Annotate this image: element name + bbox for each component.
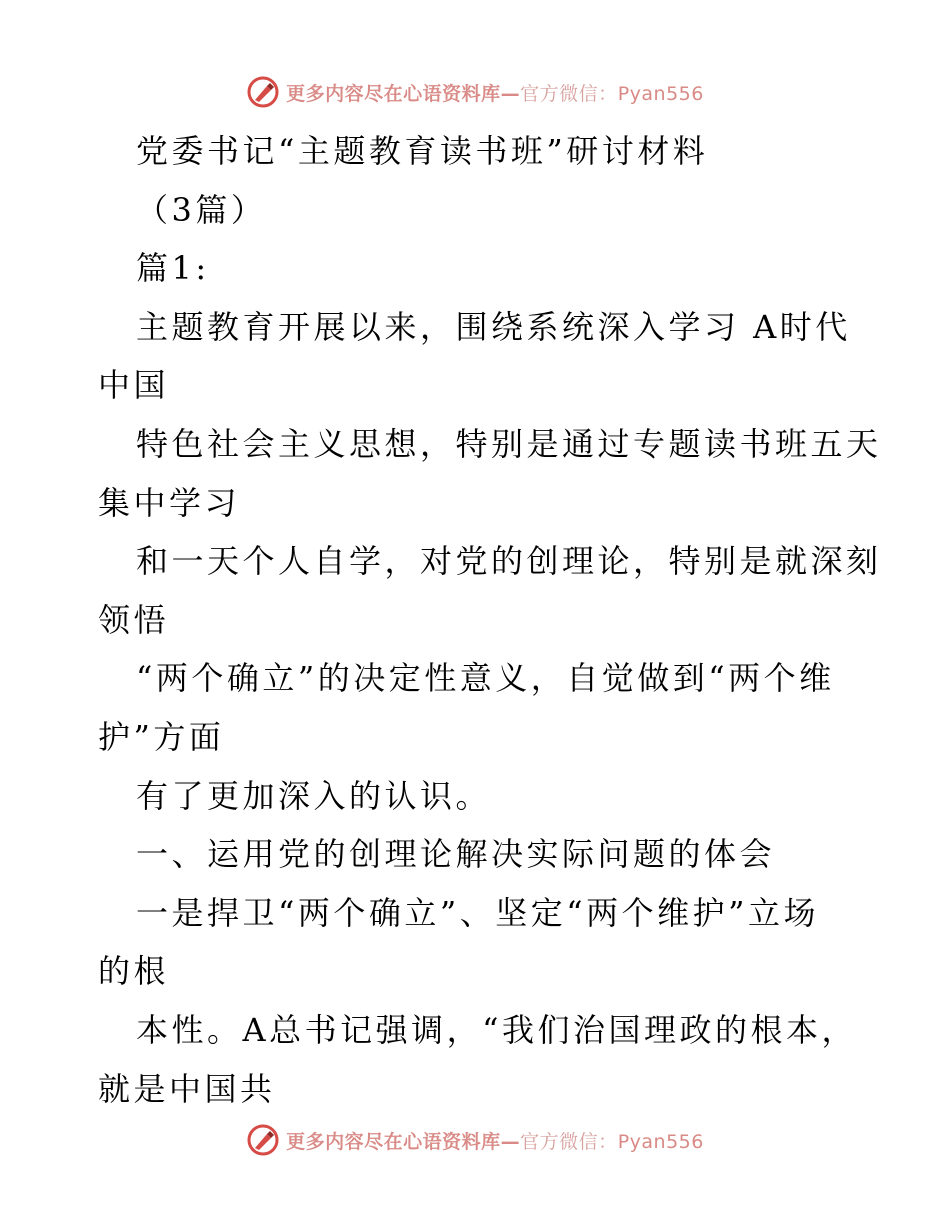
watermark-wechat-id: Pyan556	[617, 82, 704, 105]
document-title: 党委书记“主题教育读书班”研讨材料	[136, 132, 709, 170]
body-line: 特色社会主义思想，特别是通过专题读书班五天	[136, 424, 882, 463]
pen-logo-icon	[246, 1123, 280, 1157]
watermark-wechat-label: 官方微信：	[520, 82, 618, 105]
subsection-heading: 一、运用党的创理论解决实际问题的体会	[136, 835, 776, 874]
watermark-lead: 更多内容尽在心语资料库	[286, 82, 501, 105]
document-subtitle: （3篇）	[136, 190, 267, 229]
body-line: 领悟	[98, 600, 170, 639]
pen-logo-icon	[246, 75, 280, 109]
body-line: 和一天个人自学，对党的创理论，特别是就深刻	[136, 542, 882, 581]
footer-watermark-banner	[0, 1120, 950, 1160]
body-line: 的根	[98, 952, 170, 991]
body-line: 有了更加深入的认识。	[136, 776, 492, 815]
watermark-text	[286, 1127, 704, 1154]
header-watermark-banner	[0, 72, 950, 112]
watermark-wechat-label: 官方微信：	[520, 1130, 618, 1153]
body-line: 本性。A总书记强调，“我们治国理政的根本，	[136, 1010, 857, 1049]
watermark-wechat-id: Pyan556	[617, 1130, 704, 1153]
body-line: “两个确立”的决定性意义，自觉做到“两个维	[136, 659, 835, 698]
body-line: 中国	[98, 366, 170, 405]
document-body	[98, 122, 882, 1118]
watermark-dash: —	[500, 1130, 521, 1153]
section-heading: 篇1:	[136, 249, 210, 288]
watermark-lead: 更多内容尽在心语资料库	[286, 1130, 501, 1153]
watermark-dash: —	[500, 82, 521, 105]
body-line: 一是捍卫“两个确立”、坚定“两个维护”立场	[136, 893, 819, 932]
watermark-text	[286, 79, 704, 106]
body-line: 就是中国共	[98, 1069, 276, 1108]
body-line: 集中学习	[98, 483, 241, 522]
body-line: 护”方面	[98, 717, 225, 756]
body-line: 主题教育开展以来，围绕系统深入学习 A时代	[136, 307, 851, 346]
